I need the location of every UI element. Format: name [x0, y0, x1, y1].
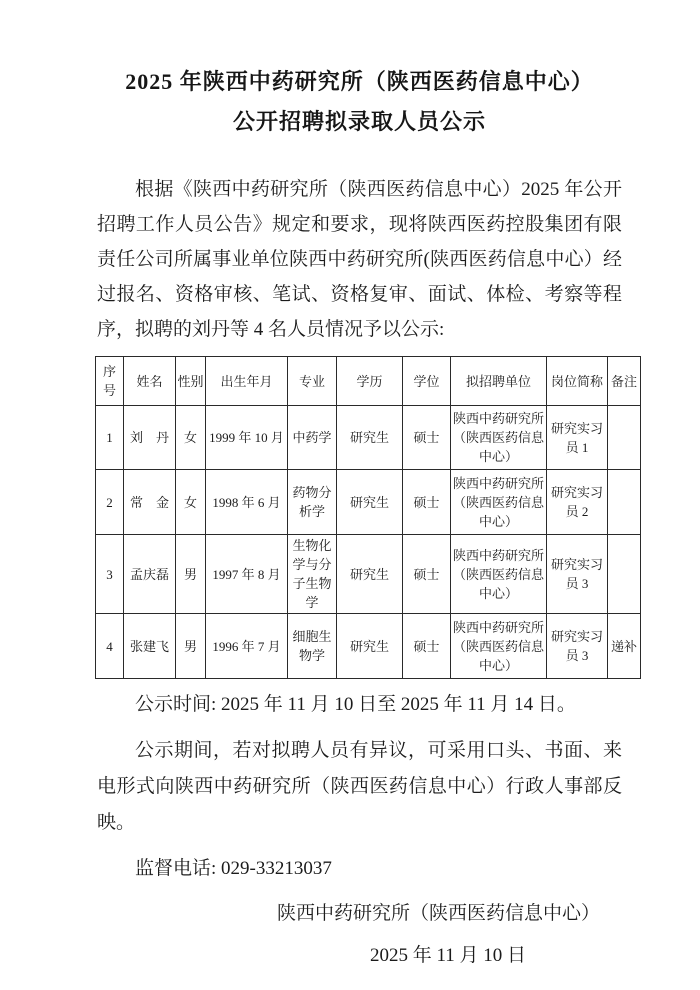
table-cell: 研究实习员 3: [547, 614, 608, 679]
intro-paragraph: 根据《陕西中药研究所（陕西医药信息中心）2025 年公开招聘工作人员公告》规定和要求，现将陕西医药控股集团有限责任公司所属事业单位陕西中药研究所(陕西医药信息中心）经过报名、资格审核、笔试、资格复审、面试、体检、考察等程序，拟聘的刘丹等 4 名人员情况予以公示:: [97, 179, 622, 340]
table-cell: 细胞生物学: [288, 614, 337, 679]
table-cell: 2: [96, 470, 124, 535]
column-header-9: 备注: [608, 357, 641, 406]
table-cell: 研究生: [337, 406, 403, 470]
header-row: [96, 357, 641, 406]
column-header-7: 拟招聘单位: [451, 357, 547, 406]
table-cell: 硕士: [403, 406, 451, 470]
column-header-6: 学位: [403, 357, 451, 406]
table-cell: 女: [176, 406, 206, 470]
table-row: [96, 406, 641, 470]
table-row: [96, 614, 641, 679]
table-cell: 1996 年 7 月: [206, 614, 288, 679]
table-cell: 陕西中药研究所（陕西医药信息中心）: [451, 406, 547, 470]
table-cell: 4: [96, 614, 124, 679]
table-cell: 3: [96, 535, 124, 614]
document-title-line2: 公开招聘拟录取人员公示: [232, 109, 486, 134]
roster-table: [95, 356, 641, 679]
table-cell: 1: [96, 406, 124, 470]
phone-line: 监督电话: 029-33213037: [135, 858, 332, 879]
table-cell: 1997 年 8 月: [206, 535, 288, 614]
table-cell: [608, 535, 641, 614]
table-cell: 研究生: [337, 535, 403, 614]
date-line: 2025 年 11 月 10 日: [369, 945, 526, 966]
column-header-3: 出生年月: [206, 357, 288, 406]
table-cell: 男: [176, 535, 206, 614]
table-row: [96, 535, 641, 614]
table-cell: 硕士: [403, 614, 451, 679]
table-cell: 男: [176, 614, 206, 679]
column-header-2: 性别: [176, 357, 206, 406]
table-cell: 孟庆磊: [124, 535, 176, 614]
roster-table-body: [96, 406, 641, 679]
table-cell: 1999 年 10 月: [206, 406, 288, 470]
table-cell: 研究生: [337, 470, 403, 535]
column-header-5: 学历: [337, 357, 403, 406]
table-cell: [608, 470, 641, 535]
column-header-0: 序号: [96, 357, 124, 406]
table-cell: 生物化学与分子生物学: [288, 535, 337, 614]
table-cell: 陕西中药研究所（陕西医药信息中心）: [451, 470, 547, 535]
roster-table-head: [96, 357, 641, 406]
signature-line: 陕西中药研究所（陕西医药信息中心）: [276, 903, 600, 924]
table-cell: 陕西中药研究所（陕西医药信息中心）: [451, 614, 547, 679]
table-cell: 张建飞: [124, 614, 176, 679]
table-cell: 研究实习员 1: [547, 406, 608, 470]
table-cell: 女: [176, 470, 206, 535]
column-header-4: 专业: [288, 357, 337, 406]
table-cell: 常 金: [124, 470, 176, 535]
table-cell: 硕士: [403, 470, 451, 535]
table-cell: 硕士: [403, 535, 451, 614]
table-cell: 研究实习员 3: [547, 535, 608, 614]
publicity-time-line: 公示时间: 2025 年 11 月 10 日至 2025 年 11 月 14 日。: [135, 694, 576, 715]
table-cell: 递补: [608, 614, 641, 679]
table-cell: 1998 年 6 月: [206, 470, 288, 535]
column-header-1: 姓名: [124, 357, 176, 406]
table-cell: [608, 406, 641, 470]
table-cell: 研究生: [337, 614, 403, 679]
table-cell: 中药学: [288, 406, 337, 470]
document-title-line1: 2025 年陕西中药研究所（陕西医药信息中心）: [125, 69, 594, 94]
table-row: [96, 470, 641, 535]
table-cell: 刘 丹: [124, 406, 176, 470]
table-cell: 陕西中药研究所（陕西医药信息中心）: [451, 535, 547, 614]
objection-paragraph: 公示期间，若对拟聘人员有异议，可采用口头、书面、来电形式向陕西中药研究所（陕西医药信息中心）行政人事部反映。: [97, 740, 622, 833]
column-header-8: 岗位简称: [547, 357, 608, 406]
table-cell: 药物分析学: [288, 470, 337, 535]
table-cell: 研究实习员 2: [547, 470, 608, 535]
